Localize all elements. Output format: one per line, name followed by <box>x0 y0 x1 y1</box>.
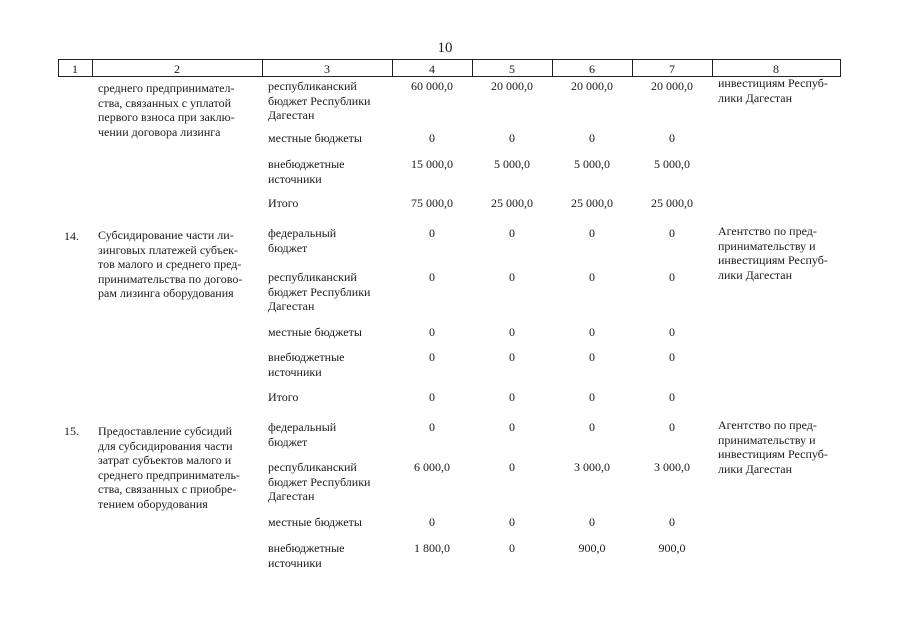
value-cell: 0 <box>589 390 595 404</box>
column-header: 2 <box>174 62 180 76</box>
value-cell: 0 <box>509 226 515 240</box>
measure-description: среднего предпринимател- ства, связанных с уплатой первого взноса при заклю- чении договора лизинга <box>98 81 235 139</box>
value-cell: 6 000,0 <box>414 460 450 474</box>
column-header: 5 <box>509 62 515 76</box>
value-cell: 0 <box>669 131 675 145</box>
row-number: 15. <box>64 424 79 438</box>
column-header: 4 <box>429 62 435 76</box>
value-cell: 20 000,0 <box>571 79 613 93</box>
value-cell: 0 <box>509 541 515 555</box>
value-cell: 0 <box>429 270 435 284</box>
value-cell: 0 <box>589 325 595 339</box>
funding-source: федеральный бюджет <box>268 226 337 255</box>
responsible-agency: инвестициям Респуб- лики Дагестан <box>718 76 828 105</box>
column-header: 7 <box>669 62 675 76</box>
funding-source: республиканский бюджет Республики Дагестан <box>268 79 371 122</box>
value-cell: 25 000,0 <box>571 196 613 210</box>
funding-source: внебюджетные источники <box>268 350 345 379</box>
funding-source: внебюджетные источники <box>268 541 345 570</box>
value-cell: 5 000,0 <box>654 157 690 171</box>
value-cell: 0 <box>509 420 515 434</box>
value-cell: 1 800,0 <box>414 541 450 555</box>
page-number: 10 <box>437 40 453 56</box>
column-divider <box>840 59 841 77</box>
value-cell: 20 000,0 <box>491 79 533 93</box>
value-cell: 0 <box>509 325 515 339</box>
value-cell: 0 <box>589 270 595 284</box>
column-header: 6 <box>589 62 595 76</box>
value-cell: 75 000,0 <box>411 196 453 210</box>
responsible-agency: Агентство по пред- принимательству и инвестициям Респуб- лики Дагестан <box>718 224 828 282</box>
column-divider <box>262 59 263 77</box>
responsible-agency: Агентство по пред- принимательству и инвестициям Респуб- лики Дагестан <box>718 418 828 476</box>
value-cell: 900,0 <box>658 541 686 555</box>
value-cell: 0 <box>669 515 675 529</box>
funding-source: Итого <box>268 390 299 404</box>
value-cell: 0 <box>429 226 435 240</box>
value-cell: 0 <box>509 350 515 364</box>
value-cell: 25 000,0 <box>491 196 533 210</box>
value-cell: 20 000,0 <box>651 79 693 93</box>
funding-source: местные бюджеты <box>268 515 362 529</box>
value-cell: 0 <box>429 325 435 339</box>
funding-source: местные бюджеты <box>268 325 362 339</box>
measure-description: Субсидирование части ли- зинговых платежей субъек- тов малого и среднего пред- принимательства по догово- рам лизинга оборудования <box>98 228 243 300</box>
column-divider <box>58 59 59 77</box>
value-cell: 0 <box>429 420 435 434</box>
column-divider <box>392 59 393 77</box>
value-cell: 3 000,0 <box>574 460 610 474</box>
value-cell: 5 000,0 <box>574 157 610 171</box>
funding-source: местные бюджеты <box>268 131 362 145</box>
value-cell: 0 <box>589 226 595 240</box>
row-number: 14. <box>64 229 79 243</box>
value-cell: 15 000,0 <box>411 157 453 171</box>
column-divider <box>552 59 553 77</box>
measure-description: Предоставление субсидий для субсидирования части затрат субъектов малого и среднего предприниматель- ства, связанных с приобре- тением оборудования <box>98 424 240 511</box>
value-cell: 0 <box>589 350 595 364</box>
column-divider <box>92 59 93 77</box>
funding-source: внебюджетные источники <box>268 157 345 186</box>
column-divider <box>712 59 713 77</box>
column-header: 1 <box>72 62 78 76</box>
value-cell: 0 <box>589 515 595 529</box>
funding-source: Итого <box>268 196 299 210</box>
funding-source: федеральный бюджет <box>268 420 337 449</box>
value-cell: 0 <box>669 270 675 284</box>
value-cell: 0 <box>669 350 675 364</box>
column-divider <box>472 59 473 77</box>
value-cell: 0 <box>429 131 435 145</box>
column-divider <box>632 59 633 77</box>
value-cell: 0 <box>669 226 675 240</box>
value-cell: 0 <box>509 131 515 145</box>
column-header: 3 <box>324 62 330 76</box>
value-cell: 0 <box>509 390 515 404</box>
funding-source: республиканский бюджет Республики Дагестан <box>268 270 371 313</box>
value-cell: 0 <box>669 325 675 339</box>
value-cell: 0 <box>429 350 435 364</box>
value-cell: 5 000,0 <box>494 157 530 171</box>
value-cell: 0 <box>669 390 675 404</box>
value-cell: 60 000,0 <box>411 79 453 93</box>
value-cell: 0 <box>429 390 435 404</box>
value-cell: 0 <box>509 460 515 474</box>
value-cell: 0 <box>509 515 515 529</box>
value-cell: 0 <box>509 270 515 284</box>
value-cell: 0 <box>669 420 675 434</box>
value-cell: 3 000,0 <box>654 460 690 474</box>
funding-source: республиканский бюджет Республики Дагестан <box>268 460 371 503</box>
value-cell: 0 <box>589 420 595 434</box>
value-cell: 25 000,0 <box>651 196 693 210</box>
column-header: 8 <box>773 62 779 76</box>
value-cell: 0 <box>589 131 595 145</box>
value-cell: 900,0 <box>578 541 606 555</box>
value-cell: 0 <box>429 515 435 529</box>
